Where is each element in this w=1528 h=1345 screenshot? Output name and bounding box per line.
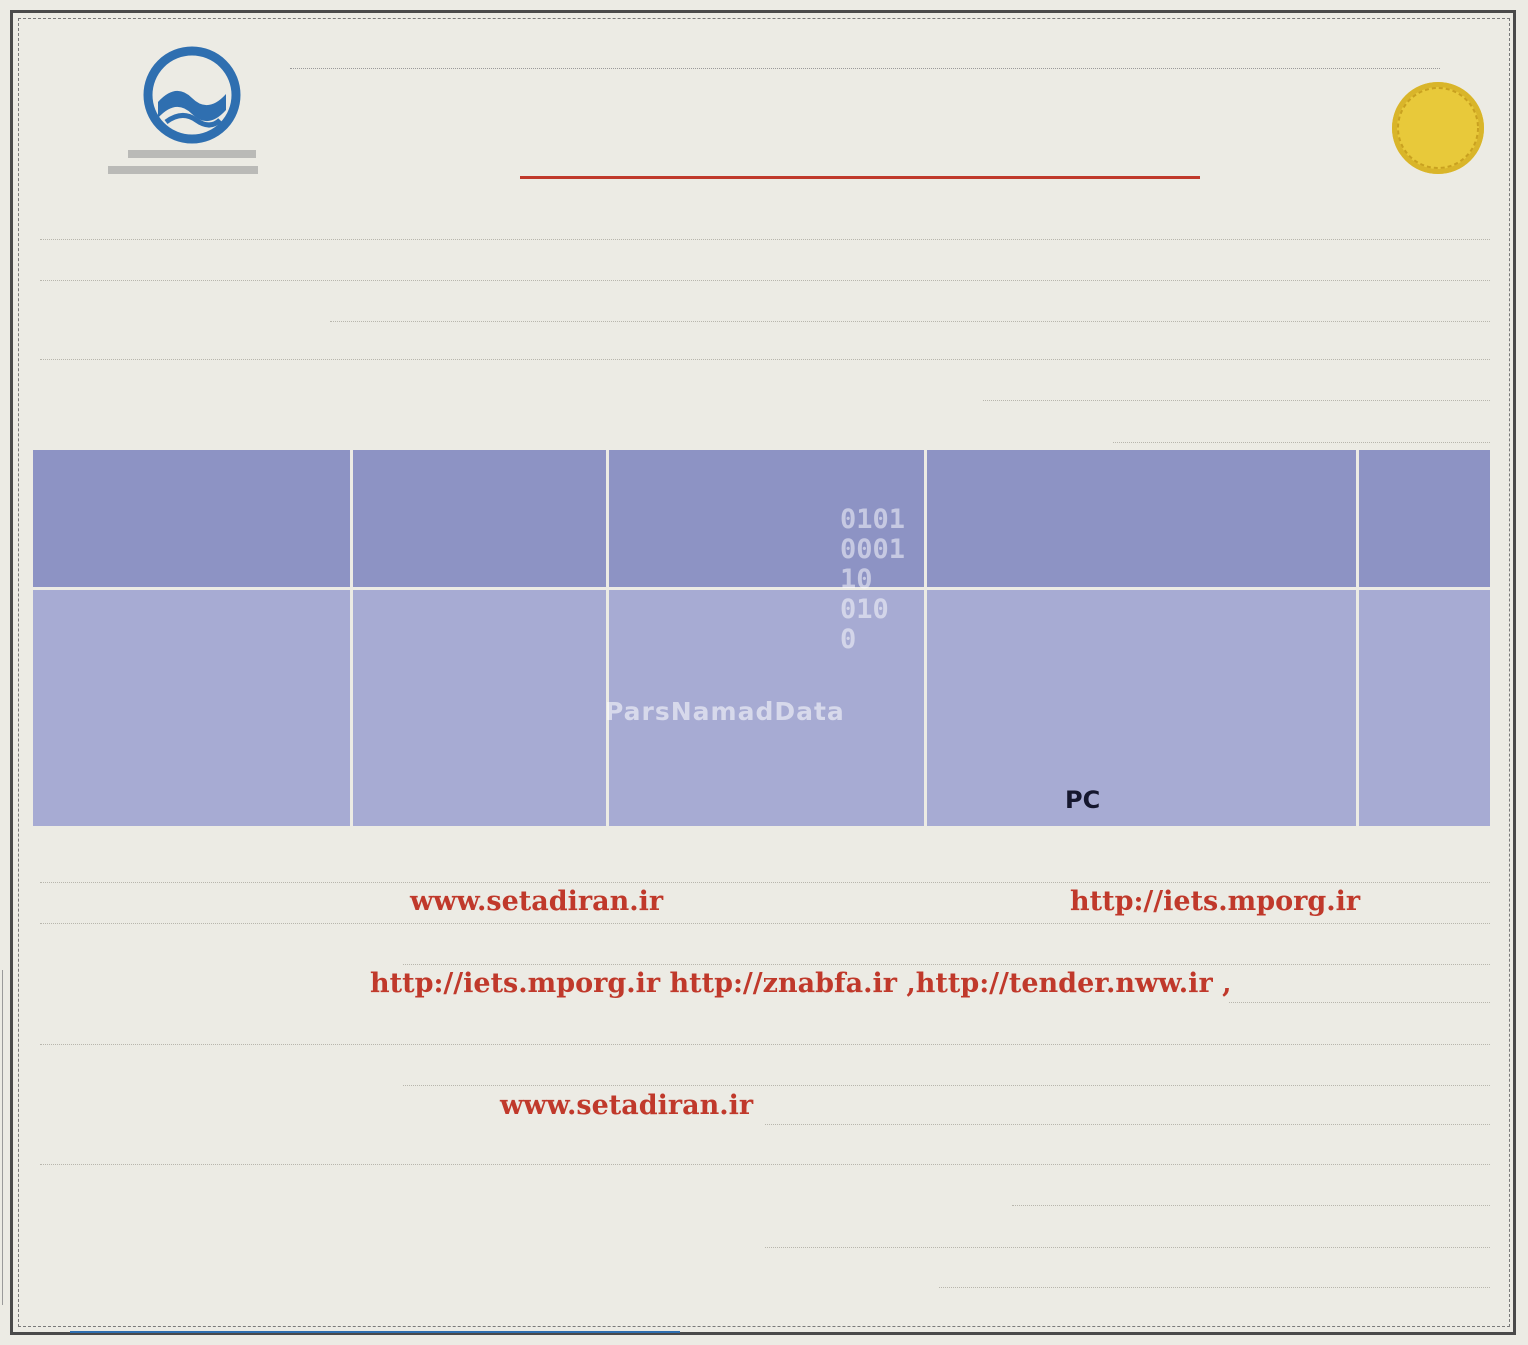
watermark-brand: ParsNamadData <box>605 697 845 726</box>
cell-tender-number <box>1358 589 1492 828</box>
link-setadiran[interactable]: www.setadiran.ir <box>410 886 664 917</box>
footer-signature <box>70 1295 680 1333</box>
table-header-row <box>32 449 1492 589</box>
cell-project-name-location <box>926 589 1358 828</box>
cell-required-grade <box>32 589 352 828</box>
newspaper-side-strip <box>2 970 23 1305</box>
link-registration-sites[interactable]: http://iets.mporg.ir http://znabfa.ir ,http://tender.nww.ir , <box>370 968 1232 999</box>
link-iets-mporg[interactable]: http://iets.mporg.ir <box>1070 886 1361 917</box>
section-2-heading <box>40 408 1490 449</box>
section-5-deadline <box>40 1010 1490 1092</box>
section-9-costs <box>40 1253 1490 1294</box>
notice-headline <box>520 86 1200 179</box>
section-8-other-info <box>40 1213 1490 1254</box>
section-1-organizer <box>40 325 1490 407</box>
project-table <box>30 447 1493 829</box>
watermark-digits: 0101 0001 10 010 0 <box>840 504 906 655</box>
intro-paragraph <box>40 205 1490 328</box>
water-company-logo <box>68 40 268 190</box>
warning-header-line <box>290 38 1440 69</box>
round-badge-icon <box>1392 82 1484 174</box>
col-funding-source <box>352 449 608 589</box>
link-setadiran-delivery[interactable]: www.setadiran.ir <box>500 1090 754 1121</box>
logo-ring <box>148 51 236 139</box>
col-required-grade <box>32 449 352 589</box>
section-7-opening <box>40 1130 1490 1212</box>
cell-funding-source <box>352 589 608 828</box>
section-6-delivery <box>40 1090 1490 1131</box>
col-project-name-location <box>926 449 1358 589</box>
table-body-token: PC <box>1065 786 1101 814</box>
col-tender-number <box>1358 449 1492 589</box>
